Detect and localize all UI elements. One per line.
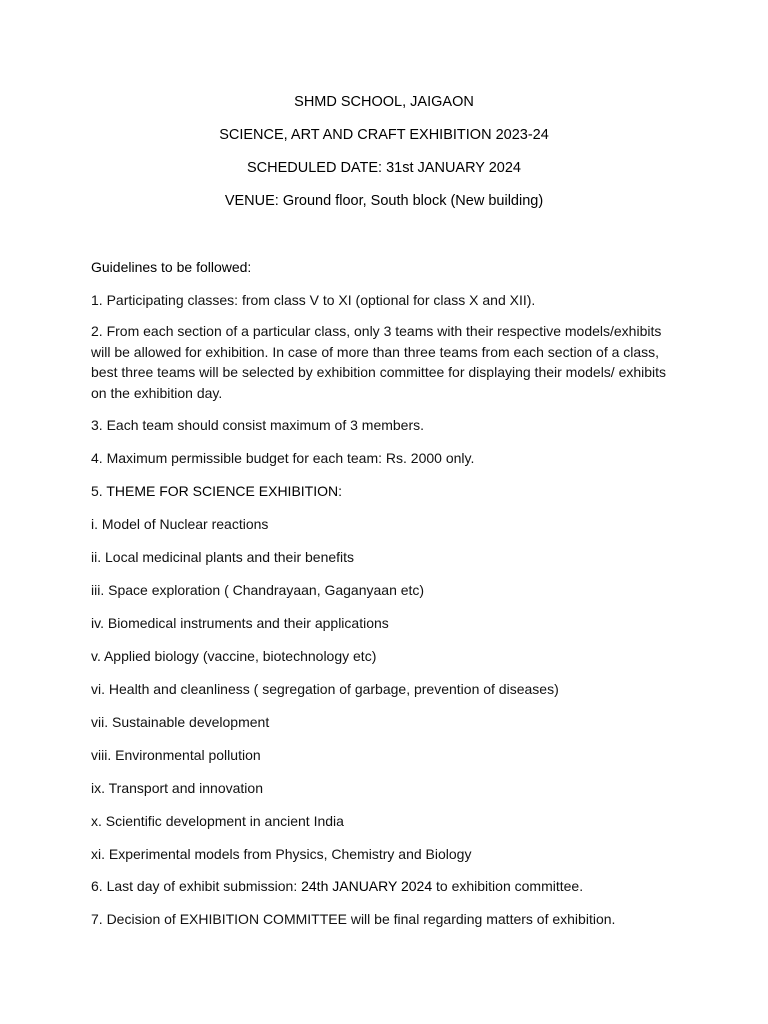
guideline-5-prefix: 5. <box>91 483 107 499</box>
venue: VENUE: Ground floor, South block (New building) <box>224 193 544 209</box>
theme-item: ii. Local medicinal plants and their benefits <box>91 549 355 565</box>
guideline-5 <box>91 481 342 501</box>
guideline-6-suffix: to exhibition committee. <box>432 878 584 894</box>
guideline-2: 2. From each section of a particular class, only 3 teams with their respective models/exhibits will be allowed for exhibition. In case of more than three teams from each section of a class, best three teams will be selected by exhibition committee for displaying their models/ exhibits on the exhibition day. <box>91 323 667 401</box>
theme-item: vi. Health and cleanliness ( segregation of garbage, prevention of diseases) <box>91 681 559 697</box>
event-title: SCIENCE, ART AND CRAFT EXHIBITION 2023-24 <box>219 127 549 143</box>
theme-item: iii. Space exploration ( Chandrayaan, Gaganyaan etc) <box>91 582 425 598</box>
theme-item: iv. Biomedical instruments and their applications <box>91 615 389 631</box>
guidelines-title: Guidelines to be followed: <box>91 259 252 275</box>
guideline-6-prefix: 6. Last day of exhibit submission: <box>91 878 302 894</box>
theme-item: ix. Transport and innovation <box>91 780 263 796</box>
guideline-7: 7. Decision of EXHIBITION COMMITTEE will be final regarding matters of exhibition. <box>91 911 616 927</box>
guideline-1: 1. Participating classes: from class V to XI (optional for class X and XII). <box>91 292 536 308</box>
theme-item: v. Applied biology (vaccine, biotechnology etc) <box>91 648 377 664</box>
school-name: SHMD SCHOOL, JAIGAON <box>294 94 474 110</box>
theme-item: viii. Environmental pollution <box>91 747 261 763</box>
submission-date: 24th JANUARY 2024 <box>301 878 433 894</box>
theme-item: vii. Sustainable development <box>91 714 270 730</box>
theme-item: xi. Experimental models from Physics, Chemistry and Biology <box>91 846 472 862</box>
theme-item: x. Scientific development in ancient India <box>91 813 344 829</box>
guideline-3: 3. Each team should consist maximum of 3 members. <box>91 417 425 433</box>
guideline-6 <box>91 876 583 896</box>
theme-item: i. Model of Nuclear reactions <box>91 516 269 532</box>
science-theme-title: THEME FOR SCIENCE EXHIBITION: <box>106 483 343 499</box>
guideline-4: 4. Maximum permissible budget for each team: Rs. 2000 only. <box>91 450 475 466</box>
scheduled-date: SCHEDULED DATE: 31st JANUARY 2024 <box>247 160 521 176</box>
